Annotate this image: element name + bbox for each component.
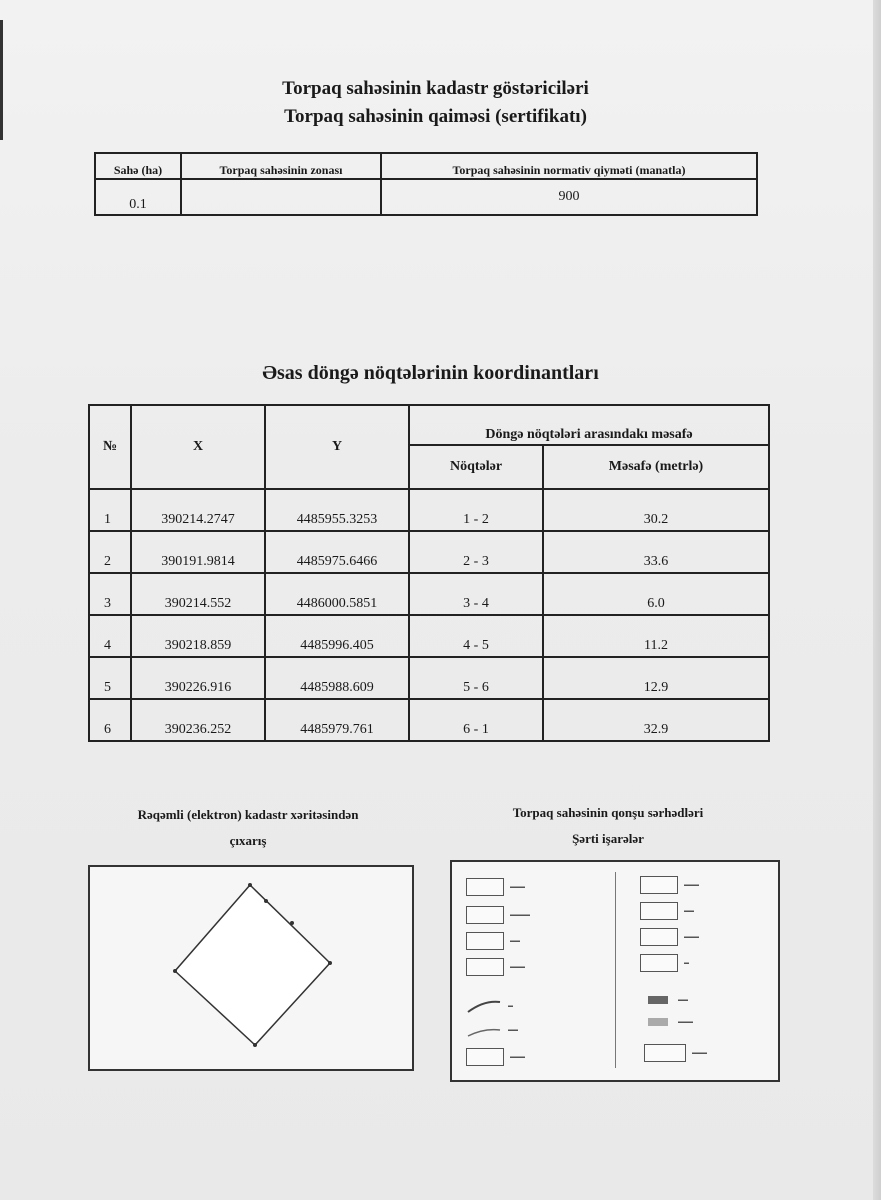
coords-header-row-1 xyxy=(89,405,769,445)
legend-divider xyxy=(615,872,616,1068)
points-value: 2 - 3 xyxy=(409,531,543,573)
row-number: 5 xyxy=(89,657,131,699)
legend-label: ▬▬▬▬ xyxy=(510,912,530,918)
legend-item xyxy=(466,958,525,976)
boundary-point-5 xyxy=(253,1043,257,1047)
x-value: 390214.2747 xyxy=(131,489,265,531)
boundary-point-6 xyxy=(173,969,177,973)
legend-item xyxy=(640,902,694,920)
distance-value: 12.9 xyxy=(543,657,769,699)
points-value: 4 - 5 xyxy=(409,615,543,657)
area-value: 0.1 xyxy=(95,179,181,215)
distance-value: 32.9 xyxy=(543,699,769,741)
legend-label: ▬ xyxy=(684,960,689,966)
cadastral-map-panel xyxy=(88,865,414,1071)
legend-title: Şərti işarələr xyxy=(572,831,644,846)
map-extract-title-line1: Rəqəmli (elektron) kadastr xəritəsindən xyxy=(137,807,359,822)
boundary-point-4 xyxy=(328,961,332,965)
distance-value: 30.2 xyxy=(543,489,769,531)
distance-value: 11.2 xyxy=(543,615,769,657)
legend-panel xyxy=(450,860,780,1082)
row-number: 4 xyxy=(89,615,131,657)
filled-area-icon xyxy=(648,996,668,1004)
legend-swatch-icon xyxy=(644,1044,686,1062)
number-header: № xyxy=(89,405,131,489)
legend-swatch-icon xyxy=(466,1048,504,1066)
legend-label: ▬▬▬ xyxy=(510,964,525,970)
points-value: 3 - 4 xyxy=(409,573,543,615)
distance-group-header: Döngə nöqtələri arasındakı məsafə xyxy=(409,405,769,445)
boundary-point-2 xyxy=(264,899,268,903)
table-row xyxy=(89,489,769,531)
legend-swatch-icon xyxy=(640,876,678,894)
zone-value xyxy=(181,179,381,215)
legend-item xyxy=(466,932,520,950)
y-value: 4485975.6466 xyxy=(265,531,409,573)
neighbor-borders-title xyxy=(448,800,768,852)
document-title: Torpaq sahəsinin kadastr göstəriciləri xyxy=(282,78,589,99)
row-number: 1 xyxy=(89,489,131,531)
zone-header: Torpaq sahəsinin zonası xyxy=(181,153,381,179)
table-row xyxy=(89,615,769,657)
x-value: 390226.916 xyxy=(131,657,265,699)
legend-label: ▬▬ xyxy=(684,908,694,914)
legend-swatch-icon xyxy=(466,878,504,896)
y-value: 4485996.405 xyxy=(265,615,409,657)
x-value: 390214.552 xyxy=(131,573,265,615)
legend-swatch-icon xyxy=(640,954,678,972)
legend-item xyxy=(648,996,688,1004)
legend-swatch-icon xyxy=(466,932,504,950)
legend-item xyxy=(466,878,525,896)
summary-value-row xyxy=(95,179,757,215)
legend-swatch-icon xyxy=(640,928,678,946)
x-value: 390218.859 xyxy=(131,615,265,657)
y-value: 4485988.609 xyxy=(265,657,409,699)
x-header: X xyxy=(131,405,265,489)
points-value: 1 - 2 xyxy=(409,489,543,531)
legend-item xyxy=(640,954,689,972)
y-header: Y xyxy=(265,405,409,489)
legend-label: ▬▬ xyxy=(510,938,520,944)
table-row xyxy=(89,573,769,615)
legend-swatch-icon xyxy=(640,902,678,920)
line-symbol-icon xyxy=(466,998,502,1014)
legend-label: ▬▬ xyxy=(508,1027,518,1033)
distance-value: 33.6 xyxy=(543,531,769,573)
distance-value: 6.0 xyxy=(543,573,769,615)
legend-label: ▬▬▬ xyxy=(510,884,525,890)
row-number: 2 xyxy=(89,531,131,573)
legend-label: ▬ xyxy=(508,1003,513,1009)
legend-item xyxy=(640,928,699,946)
y-value: 4485955.3253 xyxy=(265,489,409,531)
legend-label: ▬▬▬ xyxy=(678,1019,693,1025)
row-number: 3 xyxy=(89,573,131,615)
legend-label: ▬▬▬ xyxy=(684,934,699,940)
y-value: 4485979.761 xyxy=(265,699,409,741)
legend-label: ▬▬▬ xyxy=(684,882,699,888)
x-value: 390191.9814 xyxy=(131,531,265,573)
map-extract-title-line2: çıxarış xyxy=(229,833,267,848)
normative-price-header: Torpaq sahəsinin normativ qiyməti (manatla) xyxy=(381,153,757,179)
legend-item xyxy=(466,998,513,1014)
points-value: 5 - 6 xyxy=(409,657,543,699)
legend-label: ▬▬ xyxy=(678,997,688,1003)
boundary-point-3 xyxy=(290,921,294,925)
legend-label: ▬▬▬ xyxy=(692,1050,707,1056)
legend-item xyxy=(644,1044,707,1062)
table-row xyxy=(89,699,769,741)
distance-header: Məsafə (metrlə) xyxy=(543,445,769,489)
table-row xyxy=(89,657,769,699)
legend-item xyxy=(648,1018,693,1026)
parcel-map xyxy=(90,867,412,1069)
line-symbol-icon xyxy=(466,1022,502,1038)
neighbor-borders-title-line1: Torpaq sahəsinin qonşu sərhədləri xyxy=(512,805,704,820)
coordinates-title: Əsas döngə nöqtələrinin koordinantları xyxy=(262,362,599,384)
y-value: 4486000.5851 xyxy=(265,573,409,615)
row-number: 6 xyxy=(89,699,131,741)
points-header: Nöqtələr xyxy=(409,445,543,489)
map-extract-title xyxy=(88,802,408,854)
summary-table xyxy=(94,152,758,216)
table-row xyxy=(89,531,769,573)
legend-item xyxy=(466,1048,525,1066)
legend-swatch-icon xyxy=(466,906,504,924)
points-value: 6 - 1 xyxy=(409,699,543,741)
normative-price-value: 900 xyxy=(381,179,757,215)
area-header: Sahə (ha) xyxy=(95,153,181,179)
legend-item xyxy=(640,876,699,894)
coordinates-table xyxy=(88,404,770,742)
boundary-point-1 xyxy=(248,883,252,887)
parcel-polygon xyxy=(175,885,330,1045)
sheet-edge xyxy=(873,0,881,1200)
legend-label: ▬▬▬ xyxy=(510,1054,525,1060)
legend-item xyxy=(466,1022,518,1038)
legend-swatch-icon xyxy=(466,958,504,976)
x-value: 390236.252 xyxy=(131,699,265,741)
legend-item xyxy=(466,906,530,924)
summary-header-row xyxy=(95,153,757,179)
light-area-icon xyxy=(648,1018,668,1026)
document-subtitle: Torpaq sahəsinin qaiməsi (sertifikatı) xyxy=(284,106,587,127)
